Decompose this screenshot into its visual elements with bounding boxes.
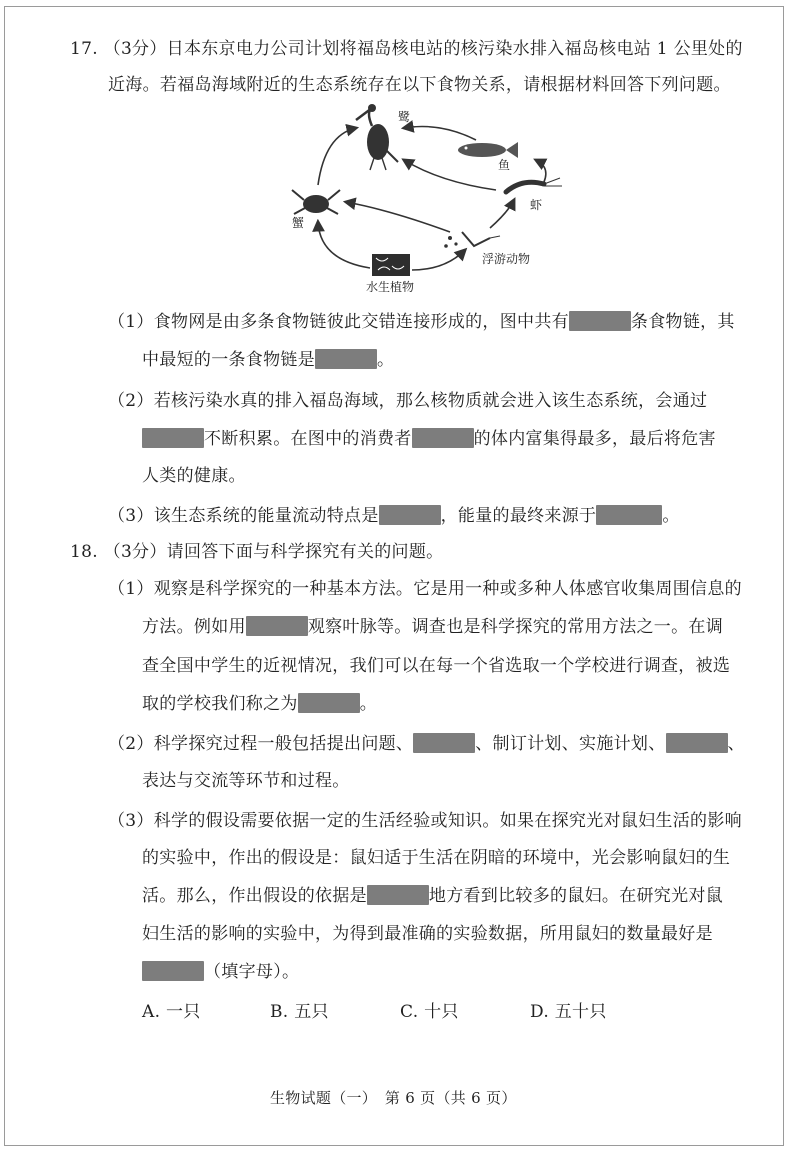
answer-blank[interactable]: [596, 505, 662, 525]
label-fish: 鱼: [498, 158, 511, 172]
answer-blank[interactable]: [379, 505, 441, 525]
option-d[interactable]: D. 五十只: [530, 1002, 607, 1022]
option-a[interactable]: A. 一只: [142, 1002, 201, 1022]
arrow-fish-to-egret: [404, 127, 476, 141]
egret-illustration: [356, 104, 398, 170]
answer-blank[interactable]: [298, 693, 360, 713]
crab-illustration: [292, 190, 340, 214]
q17-part2-line2: 不断积累。在图中的消费者 的体内富集得最多，最后将危害: [142, 428, 716, 450]
label-crab: 蟹: [292, 216, 305, 230]
shrimp-illustration: [506, 178, 562, 192]
zooplankton-illustration: [444, 232, 500, 248]
arrow-crab-to-egret: [318, 128, 356, 185]
q17-part3-line1: （3）该生态系统的能量流动特点是 ，能量的最终来源于 。: [108, 506, 680, 526]
arrow-shrimp-to-egret: [404, 160, 496, 190]
q18-part1-line2: 方法。例如用 观察叶脉等。调查也是科学探究的常用方法之一。在调: [142, 617, 724, 637]
arrow-plant-to-crab: [318, 222, 370, 268]
option-c[interactable]: C. 十只: [400, 1002, 459, 1022]
answer-blank[interactable]: [367, 885, 429, 905]
label-egret: 鹭: [398, 110, 411, 124]
page-footer: 生物试题（一） 第 6 页（共 6 页）: [270, 1089, 517, 1107]
q17-part2-line1: （2）若核污染水真的排入福岛海域，那么核物质就会进入该生态系统，会通过: [108, 391, 708, 411]
option-b[interactable]: B. 五只: [270, 1002, 329, 1022]
q18-part3-line2: 的实验中，作出的假设是：鼠妇适于生活在阴暗的环境中，光会影响鼠妇的生: [142, 848, 731, 868]
answer-blank[interactable]: [412, 428, 474, 448]
q18-part1-line3: 查全国中学生的近视情况，我们可以在每一个省选取一个学校进行调查，被选: [142, 656, 731, 676]
label-zooplankton: 浮游动物: [482, 252, 531, 266]
arrow-plant-to-zooplankton: [412, 250, 465, 270]
arrow-zooplankton-to-crab: [346, 202, 450, 232]
arrow-zooplankton-to-shrimp: [490, 200, 514, 228]
answer-blank[interactable]: [246, 616, 308, 636]
answer-blank[interactable]: [666, 733, 728, 753]
aquatic-plant-illustration: [372, 254, 410, 276]
label-aquatic-plant: 水生植物: [366, 280, 415, 294]
answer-blank[interactable]: [142, 428, 204, 448]
answer-blank[interactable]: [315, 349, 377, 369]
q18-part3-line3: 活。那么，作出假设的依据是 地方看到比较多的鼠妇。在研究光对鼠: [142, 886, 724, 906]
q18-header: 18. （3分）请回答下面与科学探究有关的问题。: [70, 542, 444, 562]
q18-part3-line1: （3）科学的假设需要依据一定的生活经验或知识。如果在探究光对鼠妇生活的影响: [108, 811, 742, 831]
q17-part1-line1: （1）食物网是由多条食物链彼此交错连接形成的，图中共有 条食物链，其: [108, 312, 735, 332]
q17-header: 17. （3分）日本东京电力公司计划将福岛核电站的核污染水排入福岛核电站 1 公里处的: [70, 39, 743, 59]
answer-blank[interactable]: [569, 311, 631, 331]
q18-part2-line2: 表达与交流等环节和过程。: [142, 771, 350, 791]
q18-part3-line5: （填字母）。: [142, 961, 299, 983]
q18-part2-line1: （2）科学探究过程一般包括提出问题、 、制订计划、实施计划、 、: [108, 734, 745, 754]
q18-part1-line1: （1）观察是科学探究的一种基本方法。它是用一种或多种人体感官收集周围信息的: [108, 579, 742, 599]
q17-header-cont: 近海。若福岛海域附近的生态系统存在以下食物关系，请根据材料回答下列问题。: [108, 75, 731, 95]
label-shrimp: 虾: [530, 198, 543, 212]
q18-part3-line4: 妇生活的影响的实验中，为得到最准确的实验数据，所用鼠妇的数量最好是: [142, 924, 713, 944]
q17-part2-line3: 人类的健康。: [142, 466, 246, 486]
answer-blank[interactable]: [413, 733, 475, 753]
answer-blank[interactable]: [142, 961, 204, 981]
q17-part1-line2: 中最短的一条食物链是 。: [142, 350, 395, 370]
q18-part1-line4: 取的学校我们称之为 。: [142, 694, 378, 714]
fish-illustration: [458, 142, 518, 158]
